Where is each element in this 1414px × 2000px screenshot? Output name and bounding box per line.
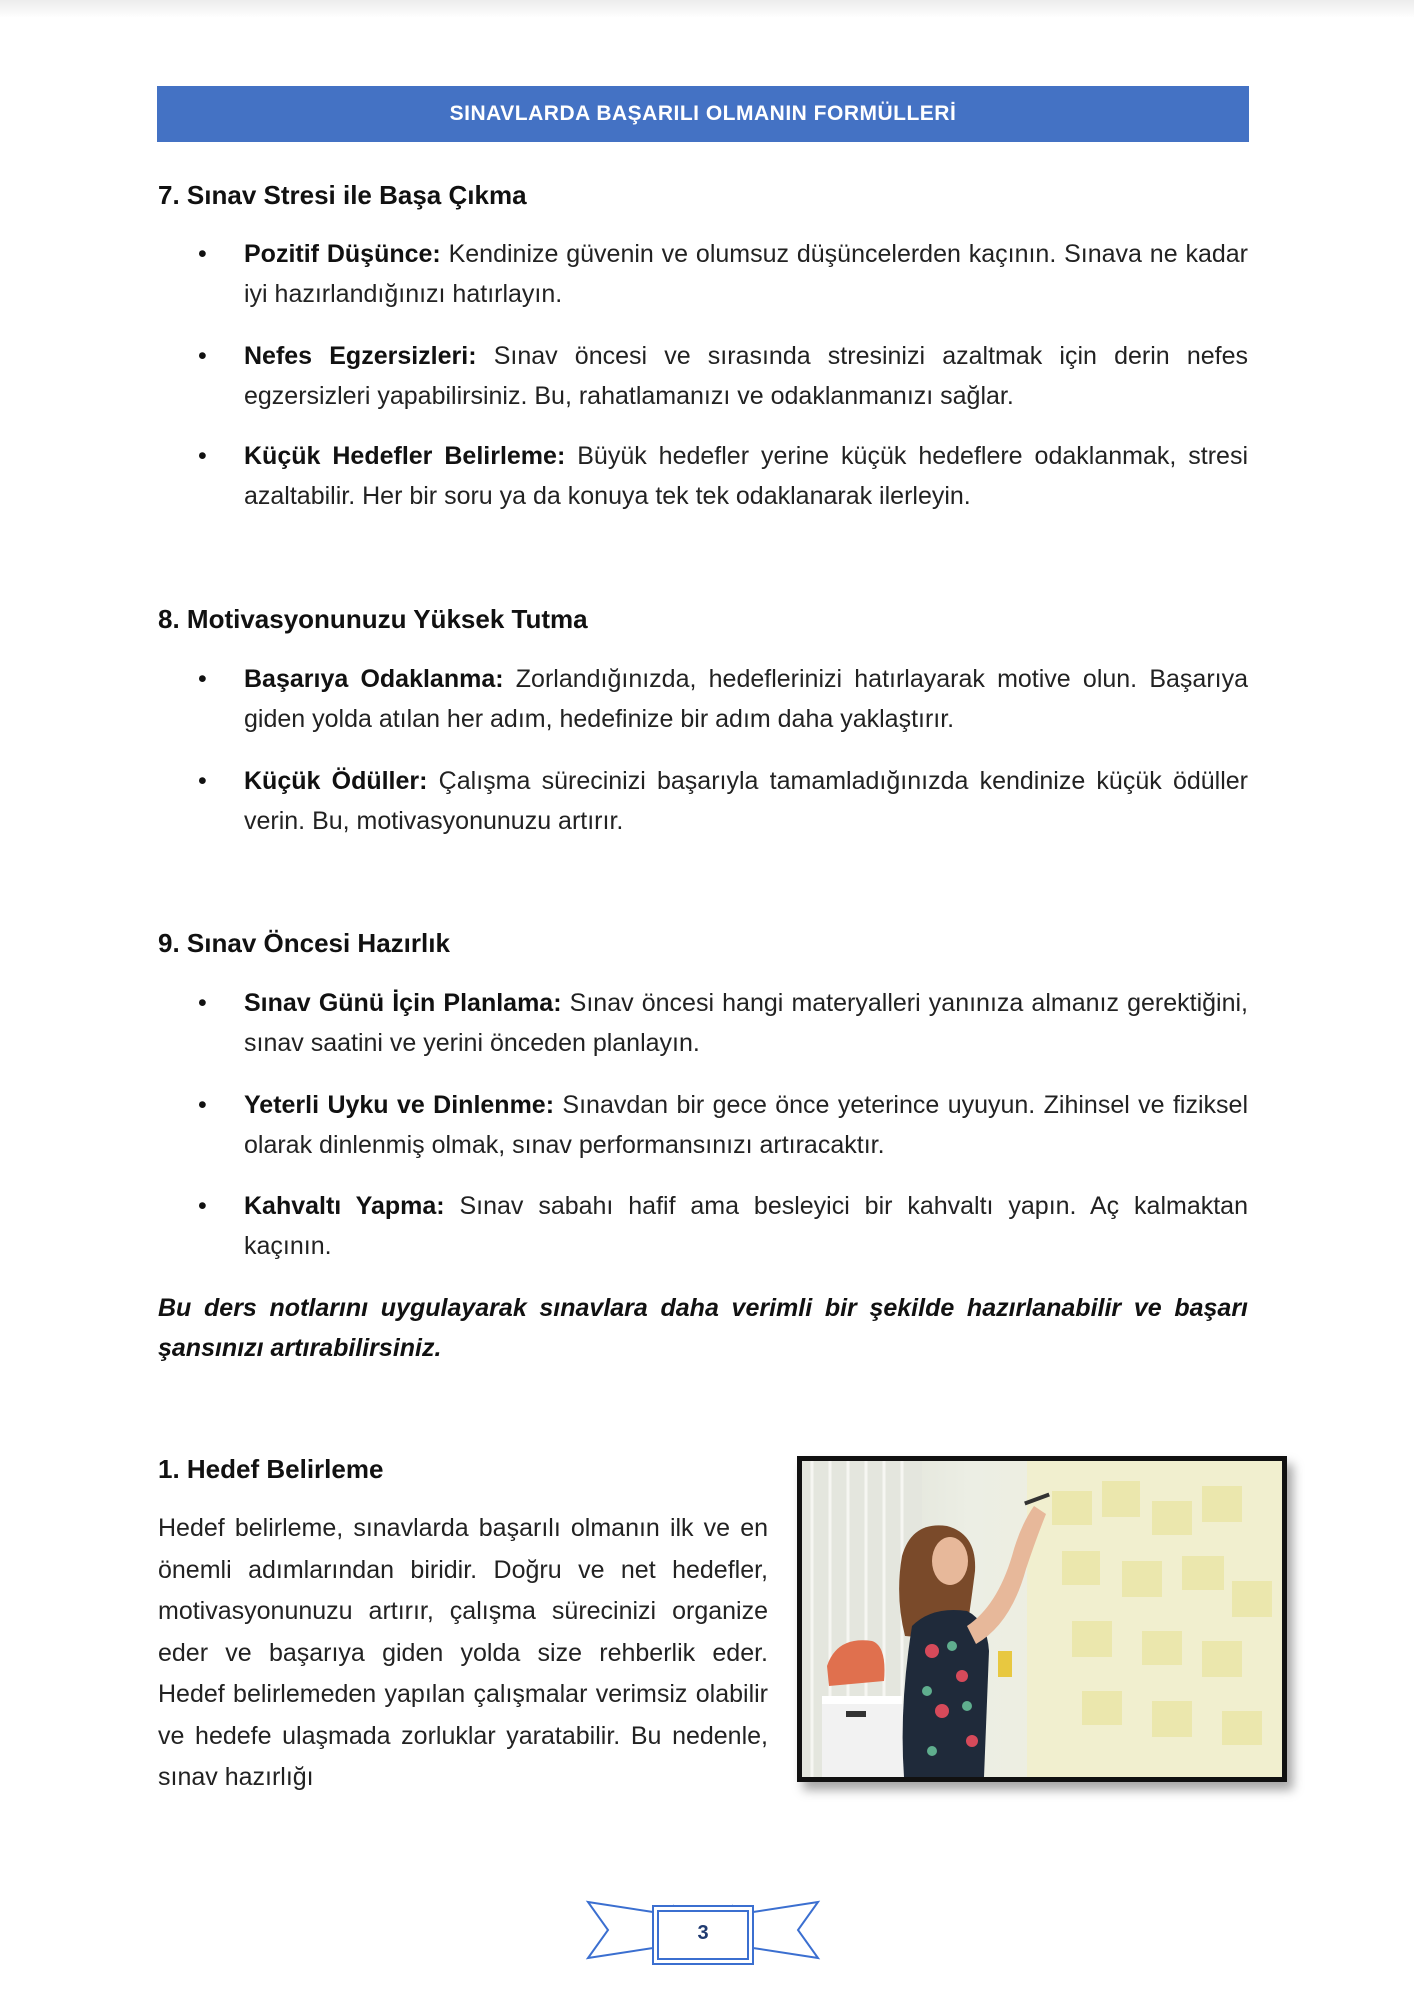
photo-illustration bbox=[802, 1461, 1282, 1777]
bullet-term: Küçük Ödüller: bbox=[244, 767, 428, 795]
bullet-icon: • bbox=[198, 767, 207, 795]
bullet-text: Büyük hedefler yerine küçük hedeflere odaklanmak, stresi azaltabilir. Her bir soru ya da konuya tek tek odaklanarak ilerleyin. bbox=[244, 442, 1248, 510]
bullet-text: Zorlandığınızda, hedeflerinizi hatırlayarak motive olun. Başarıya giden yolda atılan her adım, hedefinize bir adım daha yaklaştırır. bbox=[244, 665, 1248, 733]
list-item bbox=[198, 336, 1248, 416]
bullet-icon: • bbox=[198, 442, 207, 470]
goal-paragraph: Hedef belirleme, sınavlarda başarılı olmanın ilk ve en önemli adımlarından biridir. Doğru ve net hedefler, motivasyonunuzu artırır, çalışma sürecinizi organize eder ve başarıya giden yolda size rehberlik eder. Hedef belirlemeden yapılan çalışmalar verimsiz olabilir ve hedefe ulaşmada zorluklar yaratabilir. Bu nedenle, sınav hazırlığı bbox=[158, 1514, 768, 1791]
bullet-icon: • bbox=[198, 1192, 207, 1220]
list-item bbox=[198, 1085, 1248, 1165]
list-item bbox=[198, 234, 1248, 314]
bullet-icon: • bbox=[198, 1091, 207, 1119]
list-item bbox=[198, 436, 1248, 516]
bullet-text: Sınav sabahı hafif ama besleyici bir kahvaltı yapın. Aç kalmaktan kaçının. bbox=[244, 1192, 1248, 1260]
bullet-text: Sınav öncesi ve sırasında stresinizi azaltmak için derin nefes egzersizleri yapabilirsiniz. Bu, rahatlamanızı ve odaklanmanızı sağlar. bbox=[244, 342, 1248, 410]
section-title-9: 9. Sınav Öncesi Hazırlık bbox=[158, 928, 450, 958]
list-item bbox=[198, 761, 1248, 841]
section-title-goal: 1. Hedef Belirleme bbox=[158, 1454, 384, 1484]
page-header bbox=[157, 86, 1249, 142]
closing-note: Bu ders notlarını uygulayarak sınavlara daha verimli bir şekilde hazırlanabilir ve başarı şansınızı artırabilirsiniz. bbox=[158, 1294, 1248, 1362]
bullet-icon: • bbox=[198, 989, 207, 1017]
list-item bbox=[198, 1186, 1248, 1266]
bullet-text: Sınavdan bir gece önce yeterince uyuyun. Zihinsel ve fiziksel olarak dinlenmiş olmak, sınav performansınızı artıracaktır. bbox=[244, 1091, 1248, 1159]
bullet-term: Küçük Hedefler Belirleme: bbox=[244, 442, 566, 470]
top-shadow bbox=[0, 0, 1414, 18]
bullet-term: Sınav Günü İçin Planlama: bbox=[244, 989, 562, 1017]
bullet-icon: • bbox=[198, 665, 207, 693]
list-item bbox=[198, 659, 1248, 739]
bullet-term: Nefes Egzersizleri: bbox=[244, 342, 477, 370]
bullet-icon: • bbox=[198, 240, 207, 268]
bullet-text: Sınav öncesi hangi materyalleri yanınıza almanız gerektiğini, sınav saatini ve yerini önceden planlayın. bbox=[244, 989, 1249, 1057]
bullet-term: Yeterli Uyku ve Dinlenme: bbox=[244, 1091, 555, 1119]
bullet-term: Kahvaltı Yapma: bbox=[244, 1192, 445, 1220]
section-title-7: 7. Sınav Stresi ile Başa Çıkma bbox=[158, 180, 527, 210]
bullet-text: Çalışma sürecinizi başarıyla tamamladığınızda kendinize küçük ödüller verin. Bu, motivasyonunuzu artırır. bbox=[244, 767, 1249, 835]
bullet-icon: • bbox=[198, 342, 207, 370]
bullet-text: Kendinize güvenin ve olumsuz düşüncelerden kaçının. Sınava ne kadar iyi hazırlandığınızı hatırlayın. bbox=[244, 240, 1248, 308]
page-number: 3 bbox=[697, 1921, 709, 1944]
list-item bbox=[198, 983, 1248, 1063]
header-title: SINAVLARDA BAŞARILI OLMANIN FORMÜLLERİ bbox=[449, 102, 957, 125]
page-number-badge bbox=[578, 1890, 828, 1970]
bullet-term: Pozitif Düşünce: bbox=[244, 240, 441, 268]
bullet-term: Başarıya Odaklanma: bbox=[244, 665, 504, 693]
woman-writing-on-whiteboard-photo bbox=[797, 1456, 1287, 1782]
section-title-8: 8. Motivasyonunuzu Yüksek Tutma bbox=[158, 604, 588, 634]
